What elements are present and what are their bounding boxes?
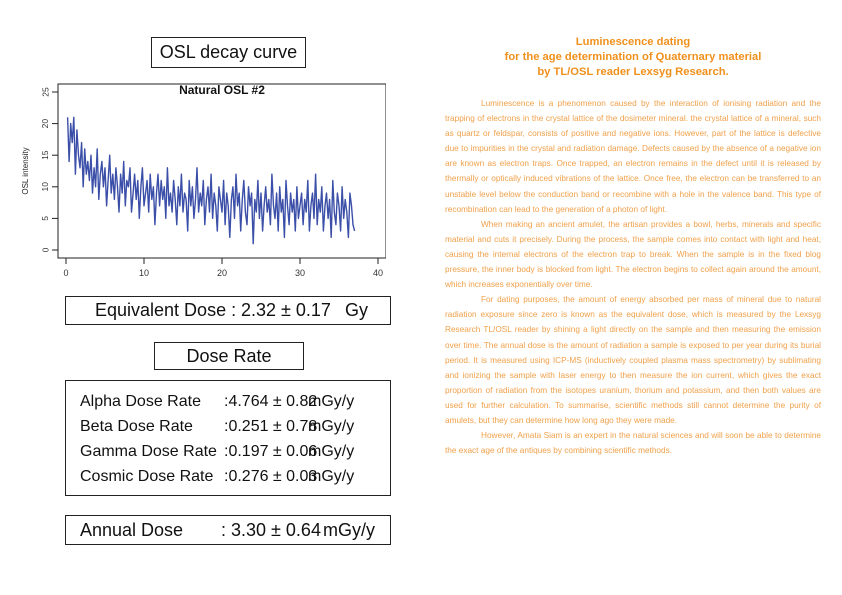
decay-curve-title: OSL decay curve [159, 42, 298, 62]
dose-rate-row [80, 464, 384, 489]
y-tick-label: 5 [40, 216, 51, 221]
dose-rate-label: Alpha Dose Rate [80, 392, 201, 410]
dose-rate-unit: mGy/y [308, 392, 355, 410]
annual-dose-box [65, 515, 391, 545]
dose-rate-row [80, 389, 384, 414]
equivalent-dose-value: 2.32 ± 0.17 [241, 300, 331, 320]
dose-rate-label: Beta Dose Rate [80, 417, 193, 435]
x-tick-label: 10 [138, 268, 150, 278]
dose-rate-unit: mGy/y [308, 442, 355, 460]
paragraph-4: However, Amata Siam is an expert in the natural sciences and will soon be able to determine the exact age of the antiques by combining scientific methods. [445, 431, 821, 456]
osl-decay-chart [14, 78, 386, 288]
dose-rate-label: Cosmic Dose Rate [80, 467, 214, 485]
annual-dose-label: Annual Dose [80, 519, 184, 540]
annual-dose-value: : 3.30 ± 0.64 [221, 519, 321, 540]
equivalent-dose-box [65, 296, 391, 325]
dose-rate-list [80, 389, 384, 489]
dose-rate-unit: mGy/y [308, 467, 355, 485]
paragraph-2: When making an ancient amulet, the artisan provides a bowl, herbs, minerals and specific material and cuts it precisely. During the process, the sample comes into contact with light and heat, causing the internal electrons of the electron trap to break. When the sample is in the fixed blog pressure, the inner body is blocked from light. The electron begins to collect again around the amount, which increases exponentially over time. [445, 219, 821, 290]
dose-rate-value: :0.251 ± 0.78 [224, 417, 318, 435]
equivalent-dose-unit: Gy [345, 300, 369, 320]
y-tick-label: 10 [40, 182, 51, 192]
osl-series-line [68, 117, 355, 243]
dose-rate-title-box [154, 342, 304, 370]
chart-title: Natural OSL #2 [179, 83, 265, 97]
y-tick-label: 15 [40, 150, 51, 160]
dose-rate-unit: mGy/y [308, 417, 355, 435]
dose-rate-row [80, 414, 384, 439]
dose-rate-value: :4.764 ± 0.82 [224, 392, 318, 410]
chart-svg [14, 78, 386, 288]
x-tick-label: 20 [216, 268, 228, 278]
x-tick-label: 0 [63, 268, 69, 278]
dose-rate-label: Gamma Dose Rate [80, 442, 217, 460]
decay-curve-title-box [151, 37, 306, 68]
dose-rate-value: :0.276 ± 0.03 [224, 467, 318, 485]
y-tick-label: 25 [40, 87, 51, 97]
equivalent-dose-label: Equivalent Dose : [95, 300, 237, 320]
paragraph-3: For dating purposes, the amount of energy absorbed per mass of mineral due to natural radiation exposure since zero is known as the equivalent dose, which is measured by the Lexsyg Research TL/OSL reader by shining a light directly on the sample and then measuring the emission over time. The annual dose is the amount of radiation a sample is exposed to per year during its burial period. It is measured using ICP-MS (inductively coupled plasma mass spectrometry) by sublimating and ionizing the sample with laser energy to then measure the ion current, which gives the exact proportion of radiation from the isotopes uranium, thorium and potassium, and then both values are used for further calculation. To summarise, scientific methods still cannot determine the purity of amulets, but they can determine how long ago they were made. [445, 295, 821, 425]
dose-rate-value: :0.197 ± 0.06 [224, 442, 318, 460]
x-tick-label: 30 [294, 268, 306, 278]
y-tick-label: 20 [40, 118, 51, 129]
y-tick-label: 0 [40, 247, 51, 253]
heading-line-2: for the age determination of Quaternary material [504, 51, 762, 63]
plot-frame [58, 84, 386, 258]
y-axis-label: OSL intensity [21, 147, 30, 195]
dose-rate-table [65, 380, 391, 496]
x-tick-label: 40 [372, 268, 384, 278]
article-heading [445, 35, 821, 80]
dose-rate-title: Dose Rate [186, 345, 272, 366]
heading-line-3: by TL/OSL reader Lexsyg Research. [537, 66, 729, 78]
dose-rate-row [80, 439, 384, 464]
annual-dose-unit: mGy/y [323, 519, 375, 540]
heading-line-1: Luminescence dating [575, 36, 691, 48]
paragraph-1: Luminescence is a phenomenon caused by the interaction of ionising radiation and the trapping of electrons in the crystal lattice of the dosimeter mineral. the crystal lattice of a mineral, such as quartz or feldspar, consists of positive and negative ions. However, part of the lattice is defective due to impurities in the crystal and radiation damage. Defects caused by the absence of a negative ion are known as electron traps. Once trapped, an electron remains in the defect until it is released by thermally or optically induced vibrations of the lattice. Once free, the electron can be transferred to an unstable level below the conduction band or recombine with a hole in the valence band. This type of recombination can lead to the generation of a photon of light. [445, 99, 821, 214]
article [445, 35, 821, 458]
